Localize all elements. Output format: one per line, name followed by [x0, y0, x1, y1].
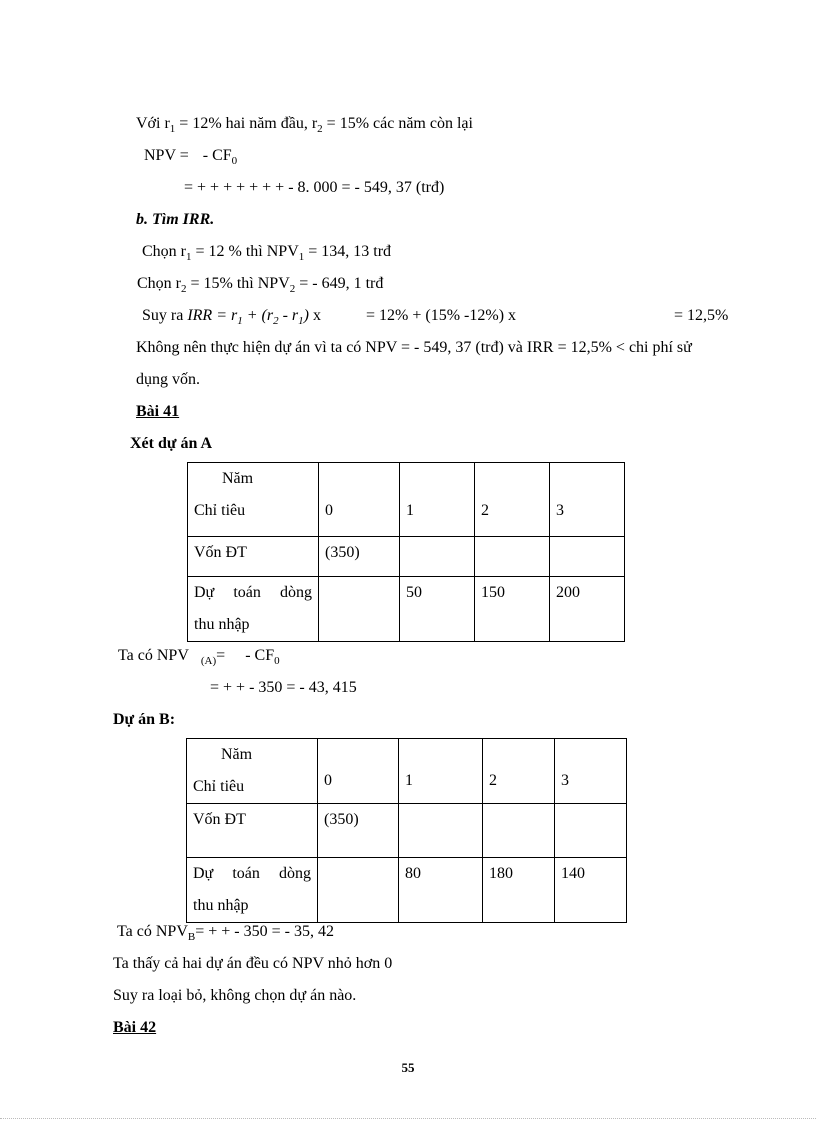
year-cell: 1	[400, 463, 475, 537]
value-cell	[483, 804, 555, 858]
npv-a-formula: Ta có NPV $_{(A)}= - CF_0$	[118, 647, 280, 667]
row-label: Dự toán dòng thu nhập	[188, 577, 319, 642]
table-row	[188, 463, 625, 537]
irr-heading: b. Tìm IRR.	[136, 211, 215, 228]
year-cell: 1	[399, 739, 483, 804]
irr-formula-line: Suy ra IRR = $r_1 + (r_2 - r_1)$ x	[142, 307, 321, 327]
header-indicator-label: Chỉ tiêu	[193, 778, 245, 795]
value-cell: 150	[475, 577, 550, 642]
row-label: Vốn ĐT	[188, 537, 319, 577]
irr-calculation: = 12% + (15% -12%) x	[366, 307, 517, 324]
value-cell	[475, 537, 550, 577]
table-row	[188, 537, 625, 577]
npv-a-result: = + + - 350 = - 43, 415	[210, 679, 357, 696]
header-year-label: Năm	[222, 470, 254, 487]
value-cell: (350)	[318, 804, 399, 858]
observation-line: Ta thấy cả hai dự án đều có NPV nhỏ hơn 0	[113, 955, 393, 972]
value-cell	[399, 804, 483, 858]
bai41-title: Bài 41	[136, 403, 180, 420]
choose-r1-line: Chọn $r_1 = 12$ % thì $NPV_1 = 134$, 13 trđ	[142, 243, 392, 263]
table-row	[188, 577, 625, 642]
value-cell	[555, 804, 627, 858]
value-cell	[319, 577, 400, 642]
value-cell	[550, 537, 625, 577]
value-cell: (350)	[319, 537, 400, 577]
row-label: Vốn ĐT	[187, 804, 318, 858]
table-row	[187, 739, 627, 804]
year-cell: 3	[550, 463, 625, 537]
year-cell: 2	[475, 463, 550, 537]
project-a-title: Xét dự án A	[130, 435, 213, 452]
row-label: Dự toán dòng thu nhập	[187, 858, 318, 923]
npv-result-line: = + + + + + + + - 8. 000 = - 549, 37 (trđ)	[184, 179, 445, 196]
project-a-table	[187, 462, 625, 642]
year-cell: 3	[555, 739, 627, 804]
header-cell	[188, 463, 319, 537]
year-cell: 2	[483, 739, 555, 804]
header-indicator-label: Chỉ tiêu	[194, 502, 246, 519]
table-row	[187, 804, 627, 858]
project-b-title: Dự án B:	[113, 711, 176, 728]
project-b-table	[186, 738, 627, 923]
page-number: 55	[401, 1060, 415, 1075]
header-cell	[187, 739, 318, 804]
bai42-title: Bài 42	[113, 1019, 157, 1036]
value-cell	[400, 537, 475, 577]
value-cell: 140	[555, 858, 627, 923]
irr-result: = 12,5%	[674, 307, 729, 324]
conclusion-line-1: Không nên thực hiện dự án vì ta có NPV = - 549, 37 (trđ) và IRR = 12,5% < chi phí sử	[136, 339, 692, 356]
value-cell: 180	[483, 858, 555, 923]
value-cell: 50	[400, 577, 475, 642]
header-year-label: Năm	[221, 746, 253, 763]
value-cell: 200	[550, 577, 625, 642]
year-cell: 0	[319, 463, 400, 537]
choose-r2-line: Chọn $r_2 = 15\%$ thì $NPV_2$ = - 649, 1 trđ	[137, 275, 384, 295]
npv-formula-line: NPV = - $CF_0$	[144, 147, 238, 167]
decision-line: Suy ra loại bỏ, không chọn dự án nào.	[113, 987, 357, 1004]
page-bottom-border	[0, 1118, 816, 1119]
conclusion-line-2: dụng vốn.	[136, 371, 200, 388]
npv-b-line: Ta có $NPV_B=$ + + - 350 = - 35, 42	[117, 923, 334, 943]
value-cell	[318, 858, 399, 923]
year-cell: 0	[318, 739, 399, 804]
rate-assumption-line: Với $r_1 = 12\%$ hai năm đầu, $r_2 = 15\%$ các năm còn lại	[136, 115, 473, 135]
value-cell: 80	[399, 858, 483, 923]
table-row	[187, 858, 627, 923]
